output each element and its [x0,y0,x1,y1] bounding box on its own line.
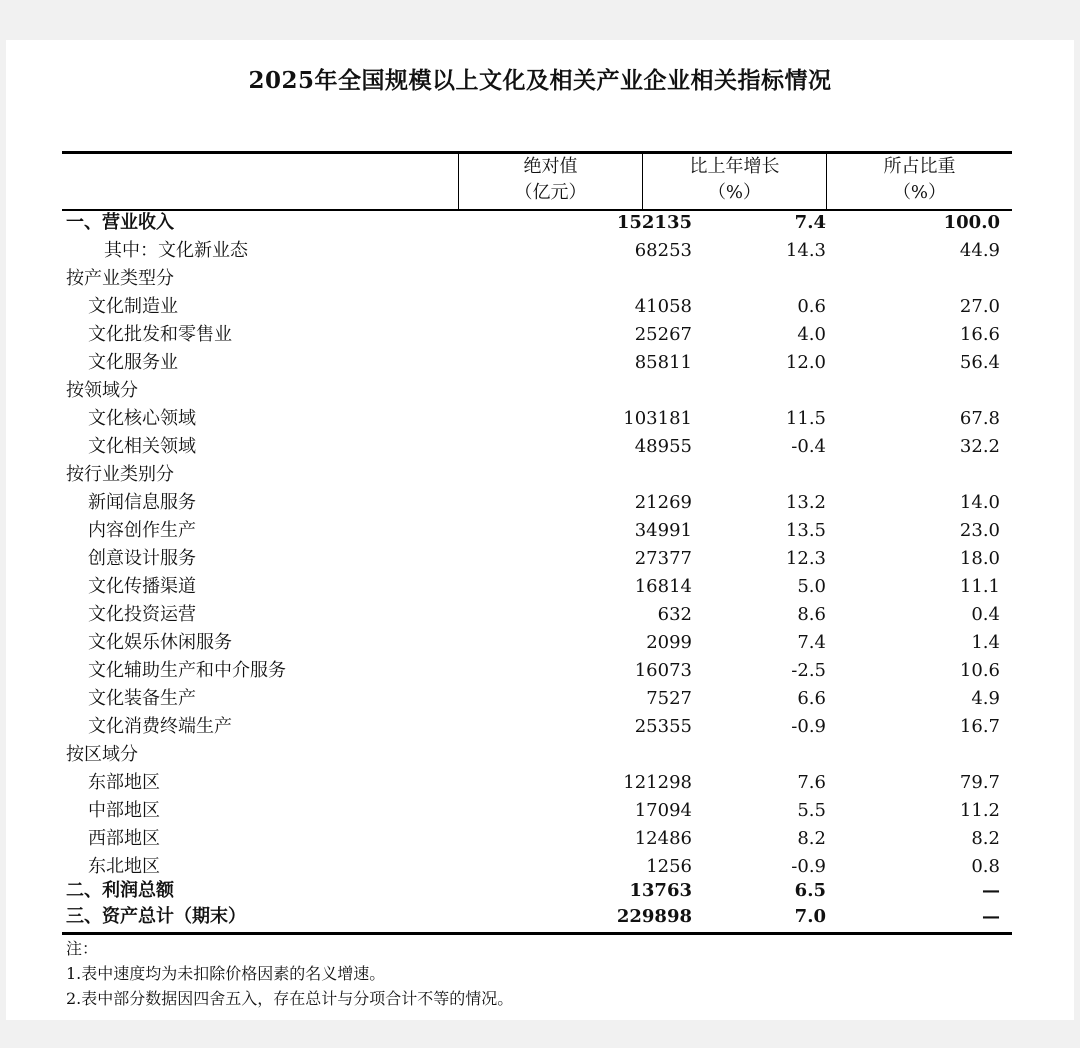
table-bottom-rule [62,932,1012,935]
notes-heading: 注： [66,939,99,958]
header-absolute-value [459,154,642,206]
cell-growth: 7.6 [797,772,826,793]
table-row [62,797,1012,825]
cell-growth: 8.6 [797,604,826,625]
note-line: 2.表中部分数据因四舍五入，存在总计与分项合计不等的情况。 [66,989,514,1008]
cell-absolute-value: 13763 [629,880,692,901]
cell-share: — [982,880,1000,901]
cell-share: 0.8 [971,856,1000,877]
row-label: 文化批发和零售业 [88,324,232,345]
table-row [62,321,1012,349]
cell-growth: 12.3 [785,548,826,569]
row-label: 按行业类别分 [66,464,174,485]
cell-growth: 6.6 [797,688,826,709]
cell-share: 16.6 [959,324,1000,345]
cell-growth: 0.6 [797,296,826,317]
table-row [62,741,1012,769]
table-row [62,903,1012,931]
cell-absolute-value: 27377 [634,548,692,569]
row-label: 文化制造业 [88,296,178,317]
table-row [62,489,1012,517]
cell-share: 79.7 [959,772,1000,793]
row-label: 二、利润总额 [66,880,174,901]
cell-growth: -2.5 [791,660,826,681]
row-label: 按产业类型分 [66,268,174,289]
row-label: 文化投资运营 [88,604,196,625]
cell-absolute-value: 16073 [634,660,692,681]
table-row [62,685,1012,713]
cell-share: 10.6 [959,660,1000,681]
row-label: 内容创作生产 [88,520,196,541]
note-line: 1.表中速度均为未扣除价格因素的名义增速。 [66,964,386,983]
header-share-unit: （%） [892,182,947,203]
table-row [62,877,1012,905]
row-label: 东部地区 [88,772,160,793]
table-row [62,629,1012,657]
cell-share: 100.0 [943,212,1000,233]
cell-absolute-value: 34991 [634,520,692,541]
cell-share: 23.0 [959,520,1000,541]
table-row [62,405,1012,433]
row-label: 文化消费终端生产 [88,716,232,737]
cell-share: 32.2 [959,436,1000,457]
cell-absolute-value: 25267 [634,324,692,345]
cell-growth: 11.5 [785,408,826,429]
cell-absolute-value: 17094 [634,800,692,821]
cell-absolute-value: 2099 [646,632,692,653]
table-row [62,237,1012,265]
cell-growth: -0.4 [791,436,826,457]
cell-growth: 12.0 [785,352,826,373]
cell-growth: 7.4 [797,632,826,653]
cell-share: 14.0 [959,492,1000,513]
cell-growth: 7.0 [794,906,826,927]
row-label: 文化传播渠道 [88,576,196,597]
cell-absolute-value: 1256 [646,856,692,877]
cell-growth: 13.5 [785,520,826,541]
row-label: 文化相关领域 [88,436,196,457]
cell-growth: 7.4 [794,212,826,233]
table-row [62,461,1012,489]
cell-growth: 5.0 [797,576,826,597]
cell-growth: 13.2 [785,492,826,513]
table-row [62,825,1012,853]
row-label: 文化服务业 [88,352,178,373]
cell-absolute-value: 68253 [634,240,692,261]
cell-share: 4.9 [971,688,1000,709]
cell-share: 67.8 [959,408,1000,429]
header-absolute-value-label: 绝对值 [523,156,578,177]
cell-share: 18.0 [959,548,1000,569]
row-label: 西部地区 [88,828,160,849]
cell-absolute-value: 85811 [634,352,692,373]
cell-absolute-value: 48955 [634,436,692,457]
row-label: 文化装备生产 [88,688,196,709]
cell-share: 1.4 [971,632,1000,653]
cell-share: 0.4 [971,604,1000,625]
table-row [62,601,1012,629]
table-row [62,545,1012,573]
cell-growth: -0.9 [791,856,826,877]
table-row [62,433,1012,461]
cell-absolute-value: 103181 [623,408,692,429]
cell-growth: -0.9 [791,716,826,737]
cell-absolute-value: 632 [657,604,692,625]
cell-growth: 5.5 [797,800,826,821]
cell-share: — [982,906,1000,927]
cell-share: 56.4 [959,352,1000,373]
table-row [62,349,1012,377]
cell-growth: 6.5 [794,880,826,901]
cell-share: 27.0 [959,296,1000,317]
cell-absolute-value: 121298 [623,772,692,793]
table-row [62,293,1012,321]
cell-growth: 14.3 [785,240,826,261]
table-row [62,265,1012,293]
table-row [62,377,1012,405]
header-share-label: 所占比重 [883,156,956,177]
notes-section [66,936,513,1011]
table-row [62,769,1012,797]
table-row [62,713,1012,741]
row-label: 按区域分 [66,744,138,765]
header-share [827,154,1012,206]
header-growth-unit: （%） [707,182,762,203]
cell-absolute-value: 229898 [616,906,692,927]
row-label: 创意设计服务 [88,548,196,569]
cell-share: 16.7 [959,716,1000,737]
row-label: 文化核心领域 [88,408,196,429]
row-label: 新闻信息服务 [88,492,196,513]
page-title: 2025年全国规模以上文化及相关产业企业相关指标情况 [248,67,832,94]
cell-absolute-value: 152135 [616,212,692,233]
cell-absolute-value: 7527 [646,688,692,709]
cell-growth: 8.2 [797,828,826,849]
table-row [62,517,1012,545]
table-row [62,573,1012,601]
cell-absolute-value: 12486 [634,828,692,849]
header-growth [643,154,826,206]
header-absolute-value-unit: （亿元） [514,182,587,203]
row-label: 东北地区 [88,856,160,877]
row-label: 文化娱乐休闲服务 [88,632,232,653]
table-row [62,657,1012,685]
row-label: 三、资产总计（期末） [66,906,246,927]
cell-share: 44.9 [959,240,1000,261]
cell-absolute-value: 41058 [634,296,692,317]
cell-share: 8.2 [971,828,1000,849]
cell-growth: 4.0 [797,324,826,345]
row-label: 按领域分 [66,380,138,401]
cell-share: 11.1 [959,576,1000,597]
table-row [62,209,1012,237]
row-label: 中部地区 [88,800,160,821]
row-label: 文化辅助生产和中介服务 [88,660,286,681]
cell-absolute-value: 21269 [634,492,692,513]
row-label: 一、营业收入 [66,212,174,233]
cell-absolute-value: 25355 [634,716,692,737]
row-label: 其中：文化新业态 [104,240,248,261]
cell-share: 11.2 [959,800,1000,821]
cell-absolute-value: 16814 [634,576,692,597]
header-growth-label: 比上年增长 [689,156,780,177]
